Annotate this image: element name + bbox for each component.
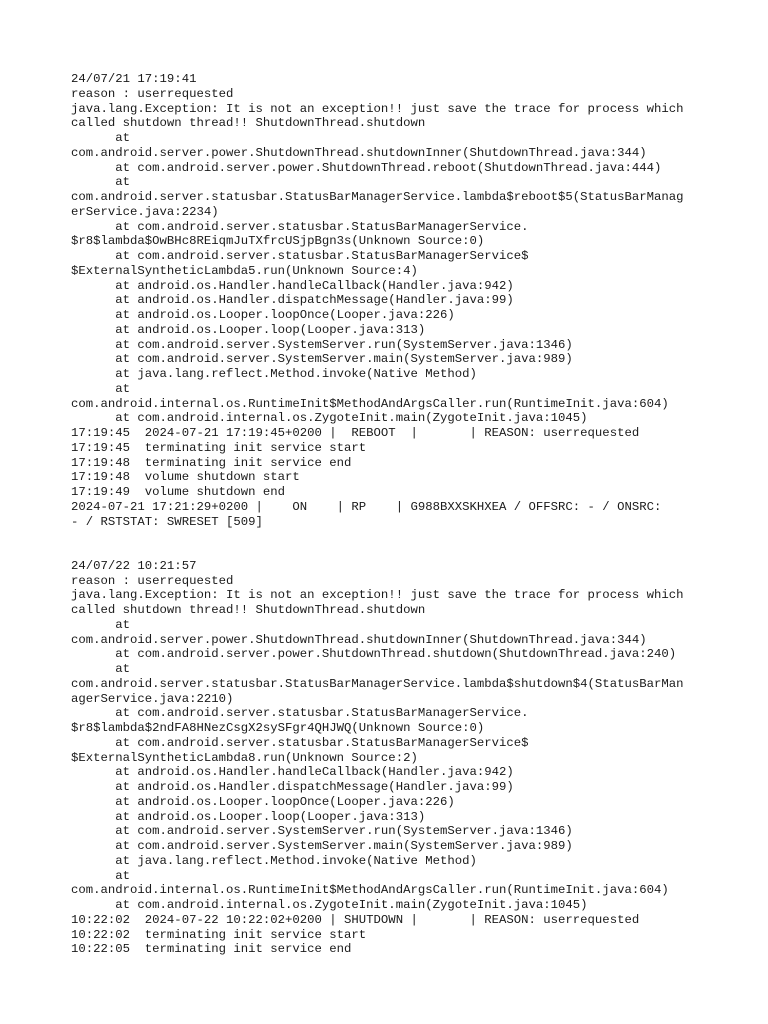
log-line: at com.android.internal.os.ZygoteInit.main(ZygoteInit.java:1045) bbox=[71, 898, 588, 912]
log-line: 24/07/22 10:21:57 bbox=[71, 558, 197, 573]
log-line: $r8$lambda$OwBHc8REiqmJuTXfrcUSjpBgn3s(Unknown Source:0) bbox=[71, 234, 485, 249]
log-line: at bbox=[71, 175, 131, 190]
log-line: at com.android.server.SystemServer.main(SystemServer.java:989) bbox=[71, 839, 573, 853]
log-line: at bbox=[71, 381, 131, 396]
log-line: at com.android.server.statusbar.StatusBarManagerService. bbox=[71, 706, 529, 721]
log-line: at bbox=[71, 868, 131, 883]
log-line: 17:19:45 2024-07-21 17:19:45+0200 | REBOOT | | REASON: userrequested bbox=[71, 426, 640, 440]
log-line: at android.os.Looper.loop(Looper.java:313) bbox=[71, 809, 426, 824]
log-line: called shutdown thread!! ShutdownThread.shutdown bbox=[71, 603, 426, 617]
log-line: at android.os.Looper.loopOnce(Looper.java:226) bbox=[71, 308, 455, 322]
log-line: at java.lang.reflect.Method.invoke(Native Method) bbox=[71, 853, 477, 868]
log-line: at bbox=[71, 617, 131, 632]
log-line: agerService.java:2210) bbox=[71, 691, 234, 706]
log-line: com.android.internal.os.RuntimeInit$MethodAndArgsCaller.run(RuntimeInit.java:604) bbox=[71, 883, 669, 898]
log-line: com.android.server.power.ShutdownThread.shutdownInner(ShutdownThread.java:344) bbox=[71, 632, 647, 647]
log-line: at com.android.server.statusbar.StatusBarManagerService. bbox=[71, 219, 529, 234]
log-line: com.android.server.statusbar.StatusBarManagerService.lambda$reboot$5(StatusBarManag bbox=[71, 190, 684, 204]
log-line: 17:19:45 terminating init service start bbox=[71, 440, 367, 455]
log-line: $ExternalSyntheticLambda5.run(Unknown Source:4) bbox=[71, 263, 418, 278]
log-line: at com.android.server.statusbar.StatusBarManagerService$ bbox=[71, 735, 529, 750]
log-line: at com.android.internal.os.ZygoteInit.main(ZygoteInit.java:1045) bbox=[71, 411, 588, 426]
log-document bbox=[71, 72, 711, 987]
log-line: at android.os.Handler.dispatchMessage(Handler.java:99) bbox=[71, 293, 514, 308]
log-line: 17:19:48 volume shutdown start bbox=[71, 470, 300, 485]
log-line: at android.os.Looper.loop(Looper.java:313) bbox=[71, 322, 426, 337]
log-line: reason : userrequested bbox=[71, 573, 234, 588]
log-line: at com.android.server.power.ShutdownThread.shutdown(ShutdownThread.java:240) bbox=[71, 647, 677, 662]
log-line: at bbox=[71, 662, 131, 676]
log-line: 17:19:48 terminating init service end bbox=[71, 455, 352, 470]
log-line: com.android.internal.os.RuntimeInit$MethodAndArgsCaller.run(RuntimeInit.java:604) bbox=[71, 396, 669, 411]
log-line: java.lang.Exception: It is not an exception!! just save the trace for process which bbox=[71, 101, 684, 116]
log-line: at com.android.server.SystemServer.run(SystemServer.java:1346) bbox=[71, 824, 573, 839]
log-line: at android.os.Handler.handleCallback(Handler.java:942) bbox=[71, 765, 514, 780]
log-line: at android.os.Handler.dispatchMessage(Handler.java:99) bbox=[71, 780, 514, 794]
log-line: at com.android.server.SystemServer.main(SystemServer.java:989) bbox=[71, 352, 573, 367]
log-line: 10:22:02 2024-07-22 10:22:02+0200 | SHUTDOWN | | REASON: userrequested bbox=[71, 912, 640, 927]
log-line: at com.android.server.power.ShutdownThread.reboot(ShutdownThread.java:444) bbox=[71, 160, 662, 175]
log-line: 24/07/21 17:19:41 bbox=[71, 72, 197, 86]
log-line: at android.os.Handler.handleCallback(Handler.java:942) bbox=[71, 278, 514, 293]
log-line: java.lang.Exception: It is not an exception!! just save the trace for process which bbox=[71, 588, 684, 603]
log-line: 17:19:49 volume shutdown end bbox=[71, 485, 286, 499]
log-line: called shutdown thread!! ShutdownThread.shutdown bbox=[71, 116, 426, 131]
log-line: at bbox=[71, 131, 131, 145]
log-line: at android.os.Looper.loopOnce(Looper.java:226) bbox=[71, 794, 455, 809]
log-line: at com.android.server.SystemServer.run(SystemServer.java:1346) bbox=[71, 337, 573, 352]
log-line: 2024-07-21 17:21:29+0200 | ON | RP | G988BXXSKHXEA / OFFSRC: - / ONSRC: bbox=[71, 499, 662, 514]
log-line: - / RSTSTAT: SWRESET [509] bbox=[71, 514, 263, 529]
log-entry bbox=[71, 72, 711, 529]
log-line: com.android.server.power.ShutdownThread.shutdownInner(ShutdownThread.java:344) bbox=[71, 145, 647, 160]
log-line: 10:22:02 terminating init service start bbox=[71, 927, 367, 942]
log-line: erService.java:2234) bbox=[71, 204, 219, 219]
log-line: com.android.server.statusbar.StatusBarManagerService.lambda$shutdown$4(StatusBarMan bbox=[71, 676, 684, 691]
log-entry bbox=[71, 559, 711, 957]
log-line: $ExternalSyntheticLambda8.run(Unknown Source:2) bbox=[71, 750, 418, 765]
log-line: $r8$lambda$2ndFA8HNezCsgX2sySFgr4QHJWQ(Unknown Source:0) bbox=[71, 721, 485, 735]
log-line: at java.lang.reflect.Method.invoke(Native Method) bbox=[71, 367, 477, 381]
log-line: 10:22:05 terminating init service end bbox=[71, 942, 352, 957]
log-line: at com.android.server.statusbar.StatusBarManagerService$ bbox=[71, 249, 529, 263]
log-line: reason : userrequested bbox=[71, 86, 234, 101]
